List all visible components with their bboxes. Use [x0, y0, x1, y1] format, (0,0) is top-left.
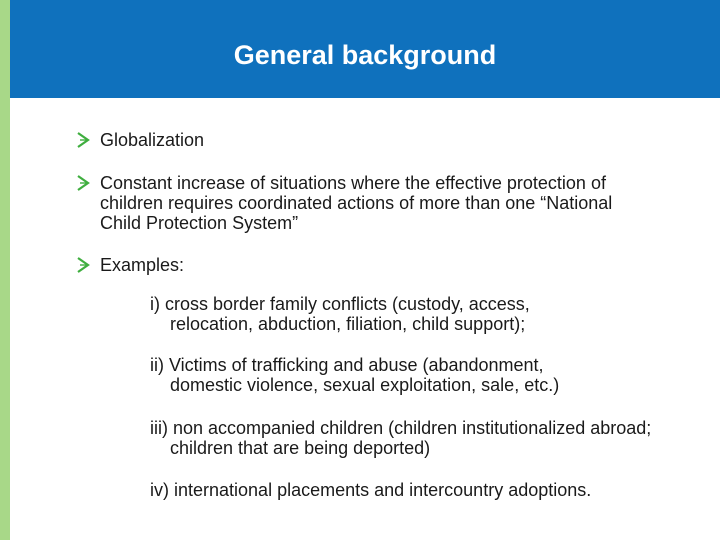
arrow-bullet-icon — [76, 130, 92, 150]
example-item-4: iv) international placements and intercountry adoptions. — [150, 480, 592, 500]
example-item-1: i) cross border family conflicts (custody, access, relocation, abduction, filiation, child support); — [150, 294, 530, 334]
left-accent-stripe — [0, 0, 10, 540]
slide-title: General background — [233, 40, 497, 70]
arrow-bullet-icon — [76, 255, 92, 275]
bullet-examples: Examples: — [100, 255, 185, 275]
arrow-bullet-icon — [76, 173, 92, 193]
bullet-constant-increase: Constant increase of situations where the effective protection of children requires coordinated actions of more than one “National Child Protection System” — [100, 173, 613, 233]
bullet-globalization: Globalization — [100, 130, 205, 150]
example-item-2: ii) Victims of trafficking and abuse (abandonment, domestic violence, sexual exploitation, sale, etc.) — [150, 355, 560, 395]
example-item-3: iii) non accompanied children (children institutionalized abroad; children that are being deported) — [150, 418, 652, 458]
